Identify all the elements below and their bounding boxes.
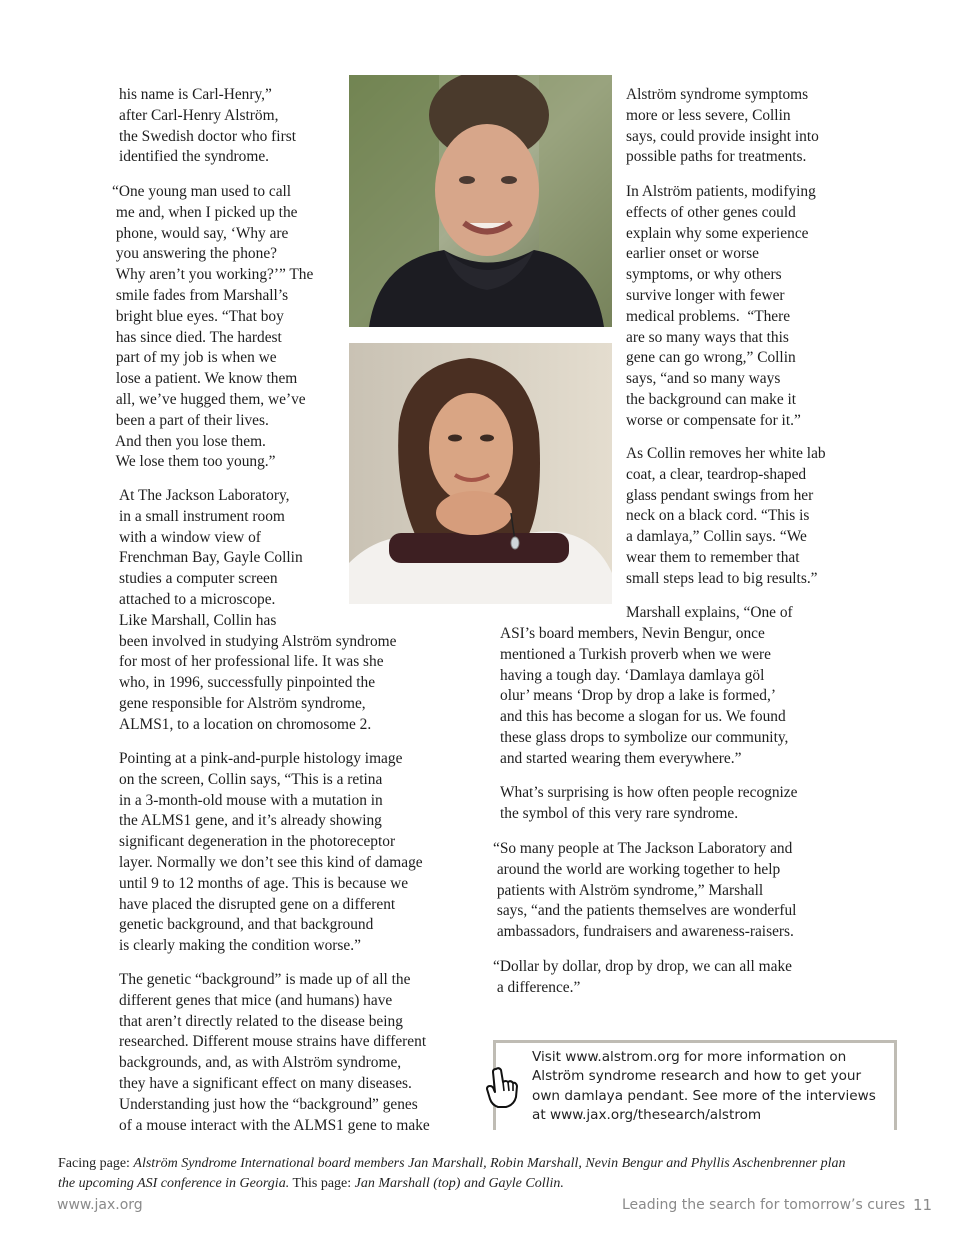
article-paragraph-lead: Marshall explains, “One of [626, 604, 793, 621]
photo-caption [58, 1154, 846, 1194]
caption-names: the upcoming ASI conference in Georgia. [58, 1176, 290, 1191]
caption-names: Jan Marshall (top) and Gayle Collin. [354, 1176, 564, 1191]
portrait-photo-jan-marshall [349, 75, 612, 327]
article-paragraph: “One young man used to call me and, when I picked up the phone, would say, ‘Why are you answering the phone? Why aren’t you working?’” The smile fades from Marshall’s bright blue eyes. “That boy has since died. The hardest part of my job is when we lose a patient. We know them all, we’ve hugged them, we’ve been a part of their lives. And then you lose them. We lose them too young.” [112, 183, 314, 471]
callout-text: Visit www.alstrom.org for more information on Alström syndrome research and how to get your own damlaya pendant. See more of the interviews at www.jax.org/thesearch/alstrom [532, 1049, 876, 1123]
article-paragraph: What’s surprising is how often people recognize the symbol of this very rare syndrome. [500, 784, 798, 822]
article-paragraph: “Dollar by dollar, drop by drop, we can all make a difference.” [493, 958, 792, 996]
article-paragraph: “So many people at The Jackson Laboratory and around the world are working together to help patients with Alström syndrome,” Marshall says, “and the patients themselves are wonderful ambassadors, fundraisers and awareness-raisers. [493, 840, 797, 941]
caption-label: This page: [289, 1176, 355, 1191]
pointing-hand-icon [484, 1065, 518, 1109]
article-paragraph: At The Jackson Laboratory, in a small instrument room with a window view of Frenchman Bay, Gayle Collin studies a computer screen attached to a microscope. Like Marshall, Collin has been involved in studying Alström syndrome for most of her professional life. It was she who, in 1996, successfully pinpointed the gene responsible for Alström syndrome, ALMS1, to a location on chromosome 2. [119, 487, 397, 733]
article-paragraph: As Collin removes her white lab coat, a clear, teardrop-shaped glass pendant swings from her neck on a black cord. “This is a damlaya,” Collin says. “We wear them to remember that small steps lead to big results.” [626, 445, 826, 587]
article-paragraph: ASI’s board members, Nevin Bengur, once mentioned a Turkish proverb when we were having a tough day. ‘Damlaya damlaya göl olur’ means ‘Drop by drop a lake is formed,’ and this has become a slogan for us. We found these glass drops to symbolize our community, and started wearing them everywhere.” [500, 625, 789, 767]
article-paragraph: Alström syndrome symptoms more or less severe, Collin says, could provide insight into possible paths for treatments. [626, 86, 819, 166]
portrait-photo-gayle-collin [349, 343, 612, 604]
caption-label: Facing page: [58, 1156, 134, 1171]
page-number: 11 [913, 1196, 933, 1214]
footer-url[interactable]: www.jax.org [57, 1197, 143, 1213]
article-paragraph: Pointing at a pink-and-purple histology image on the screen, Collin says, “This is a retina in a 3-month-old mouse with a mutation in the ALMS1 gene, and it’s already showing significant degeneration in the photoreceptor layer. Normally we don’t see this kind of damage until 9 to 12 months of age. This is because we have placed the disrupted gene on a different genetic background, and that background is clearly making the condition worse.” [119, 750, 423, 955]
article-paragraph: his name is Carl-Henry,” after Carl-Henry Alström, the Swedish doctor who first identified the syndrome. [119, 86, 296, 166]
article-paragraph: In Alström patients, modifying effects of other genes could explain why some experience earlier onset or worse symptoms, or why others survive longer with fewer medical problems. “There are so many ways that this gene can go wrong,” Collin says, “and so many ways the background can make it worse or compensate for it.” [626, 183, 816, 429]
article-paragraph: The genetic “background” is made up of all the different genes that mice (and humans) have that aren’t directly related to the disease being researched. Different mouse strains have different backgrounds, and, as with Alström syndrome, they have a significant effect on many diseases. Understanding just how the “background” genes of a mouse interact with the ALMS1 gene to make [119, 971, 430, 1134]
footer-tagline: Leading the search for tomorrow’s cures [622, 1197, 906, 1213]
caption-names: Alström Syndrome International board members Jan Marshall, Robin Marshall, Nevin Bengur and Phyllis Aschenbrenner plan [133, 1156, 846, 1171]
